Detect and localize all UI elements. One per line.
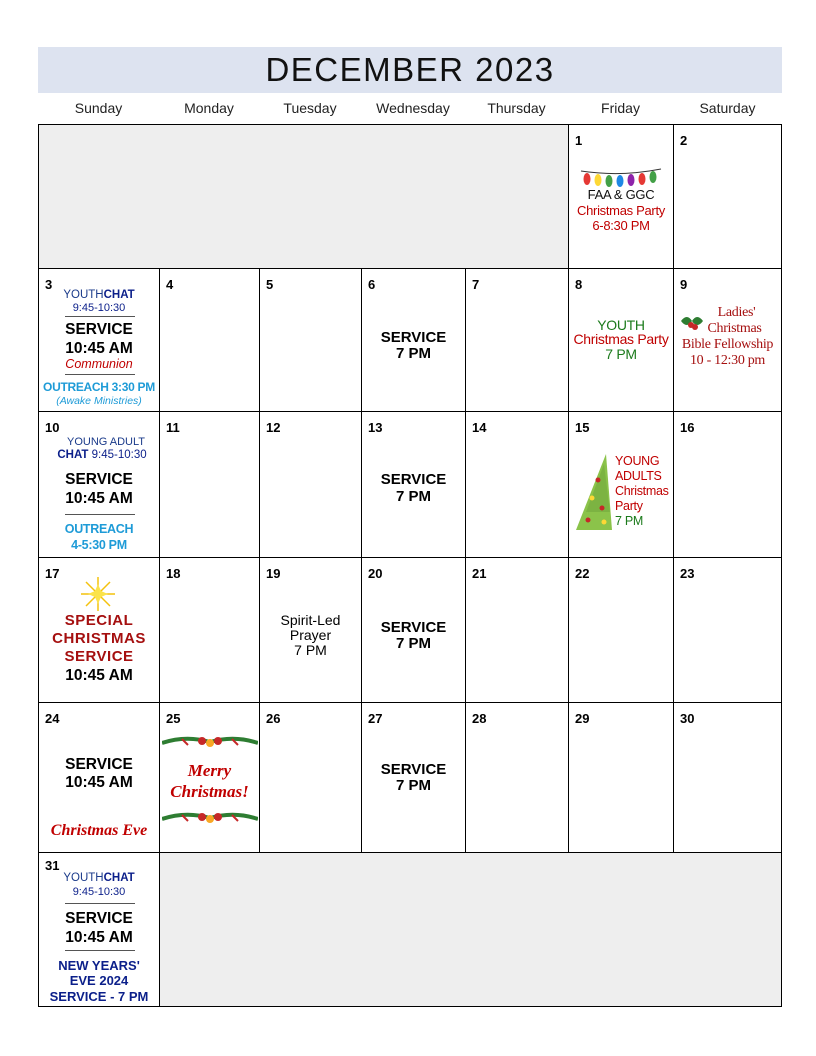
merry-label: Merry xyxy=(187,761,232,780)
day-cell-8[interactable] xyxy=(568,268,674,412)
day-cell-7[interactable] xyxy=(465,268,569,412)
christmas-label: CHRISTMAS xyxy=(52,630,146,647)
day-cell-3[interactable] xyxy=(38,268,160,412)
young-adult-chat: CHAT 9:45-10:30 xyxy=(57,449,147,461)
day-cell-23[interactable] xyxy=(673,557,782,703)
date-number: 3 xyxy=(45,277,53,292)
day-cell-4[interactable] xyxy=(159,268,260,412)
service-time: 10:45 AM xyxy=(65,667,133,684)
day-cell-20[interactable] xyxy=(361,557,466,703)
christmas-party-label: Christmas Party xyxy=(573,331,669,347)
service-label: SERVICE xyxy=(380,329,447,346)
day-cell-14[interactable] xyxy=(465,411,569,558)
ladies-label: Ladies' xyxy=(717,305,756,320)
service-label: SERVICE xyxy=(380,761,447,778)
weekday-saturday: Saturday xyxy=(699,100,756,116)
date-number: 22 xyxy=(575,566,590,581)
youth-party-label: YOUTH xyxy=(597,317,645,333)
date-number: 4 xyxy=(166,277,174,292)
date-number: 6 xyxy=(368,277,376,292)
calendar-title-bar xyxy=(38,47,782,93)
service-time: 10:45 AM xyxy=(65,340,133,357)
service-time: 10:45 AM xyxy=(65,774,133,791)
date-number: 25 xyxy=(166,711,181,726)
date-number: 16 xyxy=(680,420,695,435)
day-cell-10[interactable] xyxy=(38,411,160,558)
new-years-service: SERVICE - 7 PM xyxy=(49,989,149,1004)
day-cell-2[interactable] xyxy=(673,124,782,269)
day-cell-28[interactable] xyxy=(465,702,569,853)
christmas-tree-icon xyxy=(574,452,614,532)
service-label: SERVICE xyxy=(65,471,133,488)
divider xyxy=(65,374,135,375)
date-number: 1 xyxy=(575,133,583,148)
day-cell-6[interactable] xyxy=(361,268,466,412)
party-time: 7 PM xyxy=(605,346,637,362)
service-time: 10:45 AM xyxy=(65,490,133,507)
date-number: 8 xyxy=(575,277,583,292)
date-number: 2 xyxy=(680,133,688,148)
outreach-time: 4-5:30 PM xyxy=(71,538,127,552)
empty-cell-trailing xyxy=(159,852,782,1007)
date-number: 9 xyxy=(680,277,688,292)
new-years-label-1: NEW YEARS' xyxy=(58,958,140,973)
date-number: 21 xyxy=(472,566,487,581)
service-label: SERVICE xyxy=(65,756,133,773)
date-number: 10 xyxy=(45,420,60,435)
day-cell-27[interactable] xyxy=(361,702,466,853)
weekday-wednesday: Wednesday xyxy=(376,100,450,116)
page-title: DECEMBER 2023 xyxy=(265,51,555,88)
date-number: 11 xyxy=(166,420,180,435)
prayer-time: 7 PM xyxy=(294,642,327,658)
weekday-tuesday: Tuesday xyxy=(283,100,337,116)
weekday-thursday: Thursday xyxy=(487,100,546,116)
date-number: 23 xyxy=(680,566,695,581)
day-cell-26[interactable] xyxy=(259,702,362,853)
star-icon xyxy=(80,576,116,612)
adults-label: ADULTS xyxy=(615,469,662,483)
date-number: 29 xyxy=(575,711,590,726)
divider xyxy=(65,903,135,904)
outreach-label: OUTREACH xyxy=(64,522,134,536)
day-cell-16[interactable] xyxy=(673,411,782,558)
youth-chat-time: 9:45-10:30 xyxy=(72,302,126,314)
day-cell-9[interactable] xyxy=(673,268,782,412)
day-cell-1[interactable] xyxy=(568,124,674,269)
garland-icon xyxy=(162,733,258,751)
date-number: 19 xyxy=(266,566,281,581)
bible-fellowship-label: Bible Fellowship xyxy=(681,337,774,352)
day-cell-5[interactable] xyxy=(259,268,362,412)
day-cell-29[interactable] xyxy=(568,702,674,853)
string-lights-icon xyxy=(579,165,663,189)
christmas-label: Christmas xyxy=(615,484,669,498)
service-label: SERVICE xyxy=(380,471,447,488)
date-number: 7 xyxy=(472,277,480,292)
date-number: 24 xyxy=(45,711,60,726)
youth-chat-label: YOUTHCHAT xyxy=(63,872,135,884)
christmas-eve-label: Christmas Eve xyxy=(50,822,148,839)
special-label: SPECIAL xyxy=(64,612,134,629)
service-time: 10:45 AM xyxy=(65,929,133,946)
day-cell-11[interactable] xyxy=(159,411,260,558)
party-label: Party xyxy=(615,499,643,513)
communion-label: Communion xyxy=(65,357,133,371)
day-cell-12[interactable] xyxy=(259,411,362,558)
date-number: 15 xyxy=(575,420,590,435)
date-number: 5 xyxy=(266,277,274,292)
day-cell-17[interactable] xyxy=(38,557,160,703)
weekday-monday: Monday xyxy=(184,100,234,116)
service-label: SERVICE xyxy=(65,910,133,927)
service-time: 7 PM xyxy=(395,777,431,794)
garland-icon xyxy=(162,809,258,827)
day-cell-25[interactable] xyxy=(159,702,260,853)
young-adult-label: YOUNG ADULT xyxy=(66,436,146,448)
divider xyxy=(65,950,135,951)
event-christmas-party: Christmas Party xyxy=(577,203,665,218)
event-faa-ggc: FAA & GGC xyxy=(587,187,655,202)
party-time: 7 PM xyxy=(615,514,643,528)
day-cell-31[interactable] xyxy=(38,852,160,1007)
service-label: SERVICE xyxy=(64,648,134,665)
date-number: 28 xyxy=(472,711,487,726)
service-time: 7 PM xyxy=(395,345,431,362)
date-number: 14 xyxy=(472,420,487,435)
christmas-label: Christmas! xyxy=(170,782,249,801)
day-cell-18[interactable] xyxy=(159,557,260,703)
day-cell-15[interactable] xyxy=(568,411,674,558)
service-label: SERVICE xyxy=(380,619,447,636)
service-time: 7 PM xyxy=(395,488,431,505)
date-number: 27 xyxy=(368,711,383,726)
date-number: 30 xyxy=(680,711,695,726)
divider xyxy=(65,514,135,515)
youth-chat-time: 9:45-10:30 xyxy=(72,886,126,898)
day-cell-24[interactable] xyxy=(38,702,160,853)
event-time: 6-8:30 PM xyxy=(592,218,650,233)
christmas-label: Christmas xyxy=(707,321,762,336)
date-number: 18 xyxy=(166,566,181,581)
empty-cell-leading xyxy=(38,124,569,269)
day-cell-13[interactable] xyxy=(361,411,466,558)
new-years-label-2: EVE 2024 xyxy=(69,973,129,988)
service-time: 7 PM xyxy=(395,635,431,652)
date-number: 26 xyxy=(266,711,281,726)
young-label: YOUNG xyxy=(615,454,660,468)
day-cell-21[interactable] xyxy=(465,557,569,703)
prayer-label-2: Prayer xyxy=(289,627,332,643)
service-label: SERVICE xyxy=(65,321,133,338)
divider xyxy=(65,316,135,317)
day-cell-22[interactable] xyxy=(568,557,674,703)
youth-chat-label: YOUTHCHAT xyxy=(63,289,135,301)
date-number: 17 xyxy=(45,566,60,581)
fellowship-time: 10 - 12:30 pm xyxy=(689,353,766,368)
outreach-label: OUTREACH 3:30 PM xyxy=(43,380,155,394)
calendar-grid xyxy=(38,124,782,1007)
date-number: 20 xyxy=(368,566,383,581)
weekday-header-row xyxy=(38,100,782,124)
weekday-friday: Friday xyxy=(601,100,640,116)
date-number: 13 xyxy=(368,420,383,435)
date-number: 12 xyxy=(266,420,281,435)
day-cell-30[interactable] xyxy=(673,702,782,853)
day-cell-19[interactable] xyxy=(259,557,362,703)
prayer-label-1: Spirit-Led xyxy=(280,612,341,628)
weekday-sunday: Sunday xyxy=(74,100,123,116)
outreach-note: (Awake Ministries) xyxy=(56,395,142,407)
date-number: 31 xyxy=(45,858,60,873)
